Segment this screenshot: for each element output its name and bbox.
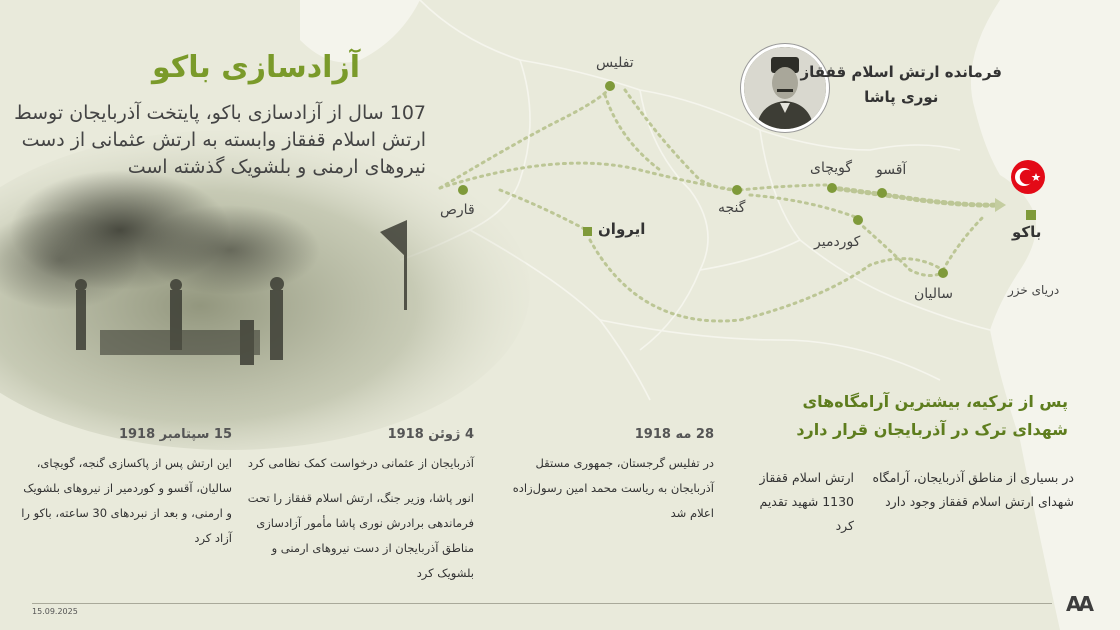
timeline-item-sept [17,422,232,551]
commander-caption [801,60,1002,110]
aa-logo: AA [1066,592,1091,616]
route-kurdamir-salyan [858,222,943,276]
label-kurdamir: کوردمیر [814,234,861,250]
label-baku: باکو [1012,223,1042,241]
timeline-date: 15 سپتامبر 1918 [118,427,232,442]
label-tbilisi: تفلیس [596,55,634,71]
arrow-head-icon [995,198,1006,212]
marker-baku [1026,210,1036,220]
timeline-item-may [504,422,714,526]
route-ganja-goychay [740,185,832,190]
label-yerevan: ایروان [598,220,646,238]
route-ganja-kurdamir [750,195,858,218]
route-salyan-baku [943,215,985,270]
marker-goychay [827,183,837,193]
timeline-item-june [239,422,474,586]
label-ganja: گنجه [718,200,746,216]
page-subtitle: 107 سال از آزادسازی باکو، پایتخت آذربایجان توسط ارتش اسلام قفقاز وابسته به ارتش عثمانی از دست نیروهای ارمنی و بلشویک گذشته است [14,102,426,178]
timeline-text-2: انور پاشا، وزیر جنگ، ارتش اسلام قفقاز را تحت فرماندهی برادرش نوری پاشا مأمور آزادسازی مناطق آذربایجان از دست نیروهای ارمنی و بلشویک کرد [247,491,474,580]
marker-kurdamir [853,215,863,225]
cemetery-highlight: پس از ترکیه، بیشترین آرامگاه‌های شهدای ترک در آذربایجان قرار دارد [796,392,1068,439]
label-caspian-sea: دریای خزر [1008,283,1060,297]
timeline-date: 28 مه 1918 [634,427,714,442]
commander-name: نوری پاشا [864,88,939,106]
marker-ganja [732,185,742,195]
label-goychay: گویچای [810,160,853,176]
marker-tbilisi [605,81,615,91]
marker-salyan [938,268,948,278]
timeline-date: 4 ژوئن 1918 [387,427,474,442]
marker-agsu [877,188,887,198]
page-title: آزادسازی باکو [152,50,360,85]
footer-divider [32,603,1052,604]
route-goychay-agsu-baku [832,188,1000,205]
label-agsu: آقسو [876,162,907,178]
marker-yerevan [583,227,592,236]
cemetery-note: در بسیاری از مناطق آذربایجان، آرامگاه شهدای ارتش اسلام قفقاز وجود دارد [872,470,1074,509]
marker-kars [458,185,468,195]
martyrs-note: ارتش اسلام قفقاز 1130 شهید تقدیم کرد [759,470,854,533]
timeline-text: در تفلیس گرجستان، جمهوری مستقل آذربایجان به ریاست محمد امین رسول‌زاده اعلام شد [512,456,714,520]
timeline-text: این ارتش پس از پاکسازی گنجه، گویچای، سالیان، آقسو و کوردمیر از نیروهای بلشویک و ارمنی، و بعد از نبردهای 30 ساعته، باکو را آزاد کرد [21,456,232,545]
label-salyan: سالیان [914,286,954,302]
label-kars: قارص [440,202,475,218]
route-kars-tbilisi [440,88,610,188]
commander-role: فرمانده ارتش اسلام قفقاز [800,63,1002,81]
route-tbilisi-ganja [625,90,737,190]
route-kars-yerevan [500,190,590,232]
timeline-text: آذربایجان از عثمانی درخواست کمک نظامی کرد [247,456,474,470]
turkish-flag-icon [1011,160,1045,194]
route-kars-ganja [440,163,737,190]
footer-date: 15.09.2025 [32,607,78,616]
